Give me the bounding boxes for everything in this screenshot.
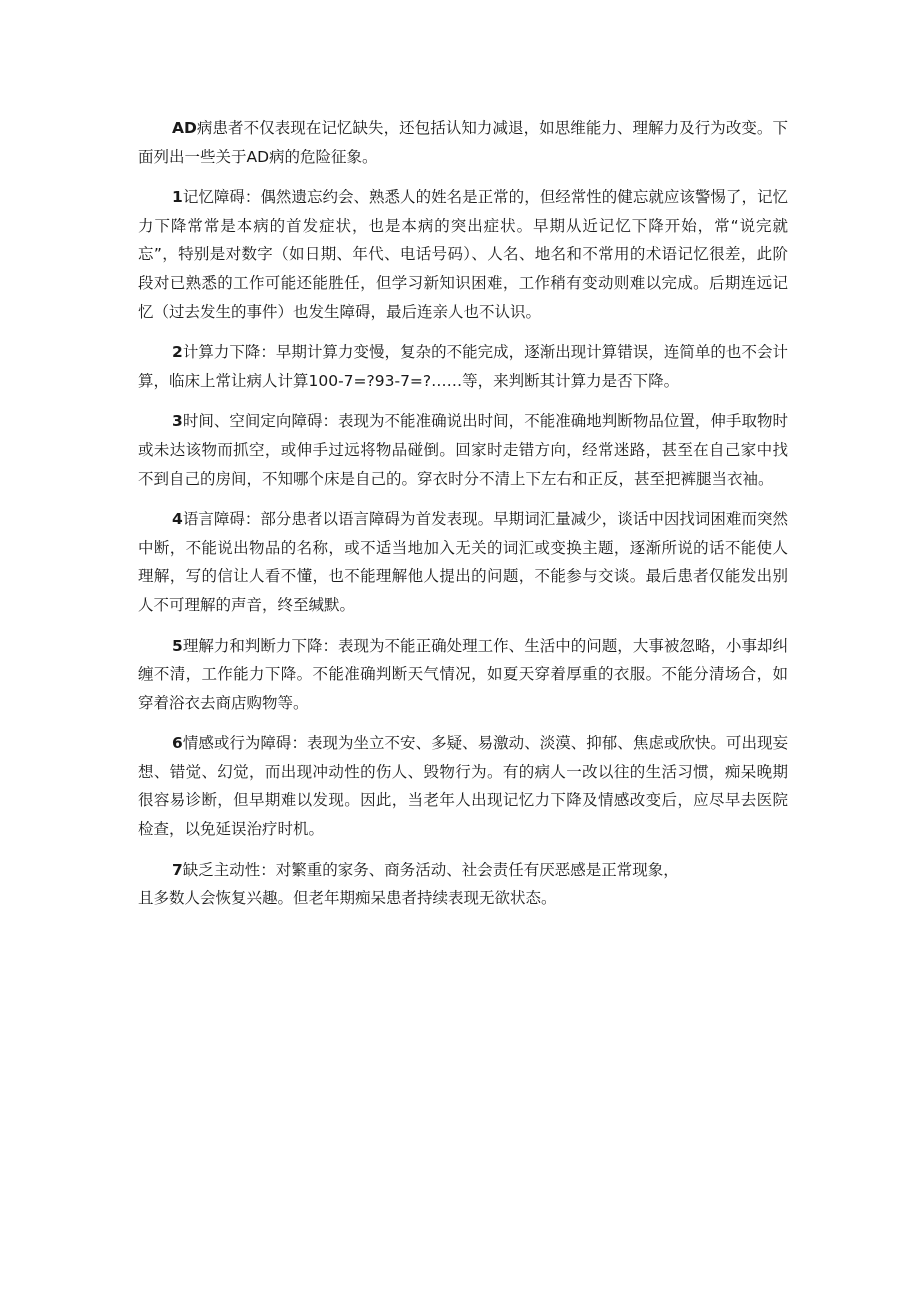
paragraph-text: 计算力下降：早期计算力变慢，复杂的不能完成，逐渐出现计算错误，连简单的也不会计算，临床上常让病人计算100-7=?93-7=?……等，来判断其计算力是否下降。 <box>138 343 788 390</box>
paragraph-emotion <box>138 729 788 843</box>
paragraph-lead: 4 <box>172 510 183 529</box>
paragraph-intro <box>138 114 788 171</box>
paragraph-lead: 7 <box>172 860 183 879</box>
paragraph-lead: 2 <box>172 343 183 362</box>
document-body <box>138 114 788 913</box>
paragraph-lead: 1 <box>172 188 183 207</box>
paragraph-lead: AD <box>172 119 197 137</box>
paragraph-lead: 3 <box>172 412 183 431</box>
paragraph-text: 时间、空间定向障碍：表现为不能准确说出时间，不能准确地判断物品位置，伸手取物时或未达该物而抓空，或伸手过远将物品碰倒。回家时走错方向，经常迷路，甚至在自己家中找不到自己的房间，不知哪个床是自己的。穿衣时分不清上下左右和正反，甚至把裤腿当衣袖。 <box>138 412 788 488</box>
paragraph-text: 缺乏主动性：对繁重的家务、商务活动、社会责任有厌恶感是正常现象， <box>182 860 679 879</box>
paragraph-judgment <box>138 632 788 718</box>
paragraph-continuation: 且多数人会恢复兴趣。但老年期痴呆患者持续表现无欲状态。 <box>138 889 557 908</box>
paragraph-text: 语言障碍：部分患者以语言障碍为首发表现。早期词汇量减少，谈话中因找词困难而突然中断，不能说出物品的名称，或不适当地加入无关的词汇或变换主题，逐渐所说的话不能使人理解，写的信让人看不懂，也不能理解他人提出的问题，不能参与交谈。最后患者仅能发出别人不可理解的声音，终至缄默。 <box>138 510 788 614</box>
paragraph-text: 病患者不仅表现在记忆缺失，还包括认知力减退，如思维能力、理解力及行为改变。下面列出一些关于AD病的危险征象。 <box>138 119 788 166</box>
paragraph-text: 情感或行为障碍：表现为坐立不安、多疑、易激动、淡漠、抑郁、焦虑或欣快。可出现妄想、错觉、幻觉，而出现冲动性的伤人、毁物行为。有的病人一改以往的生活习惯，痴呆晚期很容易诊断，但早期难以发现。因此，当老年人出现记忆力下降及情感改变后，应尽早去医院检查，以免延误治疗时机。 <box>138 734 788 839</box>
paragraph-initiative <box>138 856 788 913</box>
paragraph-text: 理解力和判断力下降：表现为不能正确处理工作、生活中的问题，大事被忽略，小事却纠缠不清，工作能力下降。不能准确判断天气情况，如夏天穿着厚重的衣服。不能分清场合，如穿着浴衣去商店购物等。 <box>138 636 788 712</box>
paragraph-memory <box>138 183 788 326</box>
paragraph-orientation <box>138 407 788 493</box>
paragraph-lead: 6 <box>172 734 183 753</box>
paragraph-text: 记忆障碍：偶然遗忘约会、熟悉人的姓名是正常的，但经常性的健忘就应该警惕了，记忆力下降常常是本病的首发症状，也是本病的突出症状。早期从近记忆下降开始，常“说完就忘”，特别是对数字（如日期、年代、电话号码）、人名、地名和不常用的术语记忆很差，此阶段对已熟悉的工作可能还能胜任，但学习新知识困难，工作稍有变动则难以完成。后期连远记忆（过去发生的事件）也发生障碍，最后连亲人也不认识。 <box>138 188 788 321</box>
paragraph-calculation <box>138 338 788 395</box>
paragraph-language <box>138 505 788 619</box>
paragraph-lead: 5 <box>172 636 183 655</box>
